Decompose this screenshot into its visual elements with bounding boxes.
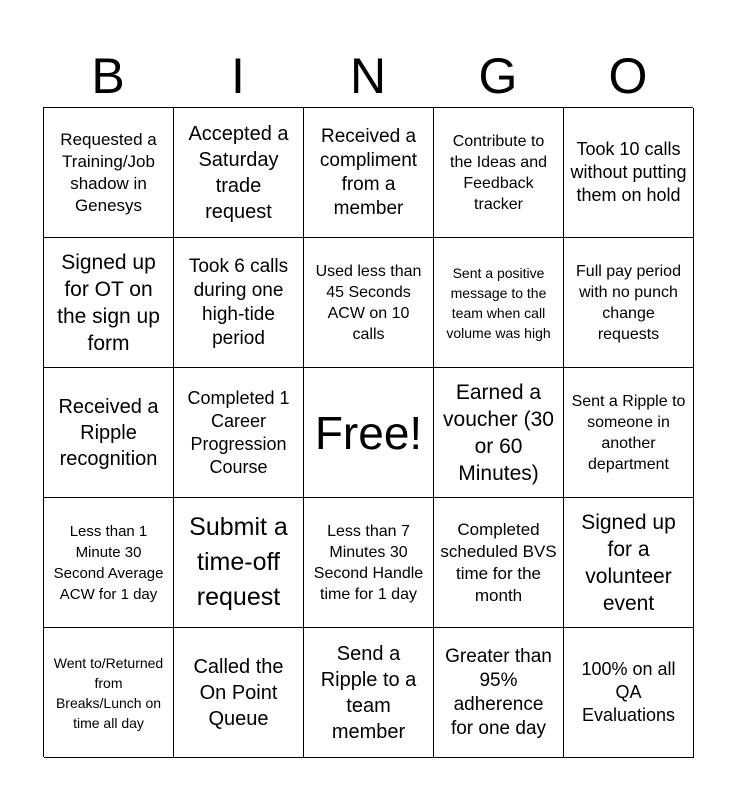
cell-text: Completed scheduled BVS time for the month: [440, 519, 557, 605]
bingo-cell[interactable]: [564, 498, 694, 628]
cell-text: Send a Ripple to a team member: [320, 642, 417, 743]
header-letter-b: B: [91, 48, 125, 104]
cell-text: Requested a Training/Job shadow in Genesys: [60, 129, 157, 215]
bingo-cell[interactable]: [564, 108, 694, 238]
bingo-cell[interactable]: [304, 108, 434, 238]
cell-text: Took 6 calls during one high-tide period: [188, 255, 289, 349]
cell-text: Used less than 45 Seconds ACW on 10 calls: [315, 262, 422, 343]
free-space[interactable]: [304, 368, 434, 498]
cell-text: Received a Ripple recognition: [58, 395, 159, 470]
cell-text: Sent a positive message to the team when call volume was high: [446, 264, 551, 341]
bingo-cell[interactable]: [304, 498, 434, 628]
bingo-cell[interactable]: [174, 368, 304, 498]
bingo-header: [43, 48, 693, 104]
cell-text: Signed up for a volunteer event: [581, 510, 676, 615]
cell-text: Less than 1 Minute 30 Second Average ACW for 1 day: [53, 522, 164, 603]
bingo-cell[interactable]: [174, 628, 304, 758]
bingo-cell[interactable]: [174, 238, 304, 368]
bingo-cell[interactable]: [564, 238, 694, 368]
bingo-cell[interactable]: [434, 368, 564, 498]
bingo-cell[interactable]: [44, 108, 174, 238]
bingo-cell[interactable]: [434, 498, 564, 628]
cell-text: Sent a Ripple to someone in another department: [571, 392, 686, 473]
bingo-cell[interactable]: [564, 628, 694, 758]
cell-text: Full pay period with no punch change requests: [576, 262, 681, 343]
bingo-cell[interactable]: [44, 498, 174, 628]
cell-text: Called the On Point Queue: [193, 655, 284, 730]
header-letter-n: N: [349, 48, 387, 104]
bingo-cell[interactable]: [564, 368, 694, 498]
bingo-cell[interactable]: [44, 628, 174, 758]
header-letter-i: I: [231, 48, 245, 104]
bingo-board: [43, 107, 693, 757]
bingo-cell[interactable]: [174, 498, 304, 628]
bingo-cell[interactable]: [304, 628, 434, 758]
bingo-cell[interactable]: [434, 628, 564, 758]
bingo-cell[interactable]: [434, 108, 564, 238]
cell-text: Accepted a Saturday trade request: [188, 122, 289, 223]
free-space-text: Free!: [314, 406, 423, 459]
cell-text: Earned a voucher (30 or 60 Minutes): [443, 380, 554, 485]
cell-text: 100% on all QA Evaluations: [581, 659, 676, 725]
bingo-cell[interactable]: [434, 238, 564, 368]
cell-text: Took 10 calls without putting them on hold: [570, 139, 687, 205]
bingo-cell[interactable]: [304, 238, 434, 368]
cell-text: Received a compliment from a member: [319, 125, 418, 219]
cell-text: Signed up for OT on the sign up form: [57, 250, 160, 355]
cell-text: Less than 7 Minutes 30 Second Handle time for 1 day: [313, 522, 424, 603]
bingo-cell[interactable]: [44, 368, 174, 498]
cell-text: Completed 1 Career Progression Course: [187, 387, 290, 477]
bingo-cell[interactable]: [174, 108, 304, 238]
cell-text: Went to/Returned from Breaks/Lunch on time all day: [53, 654, 164, 731]
header-letter-g: G: [478, 48, 518, 104]
bingo-cell[interactable]: [44, 238, 174, 368]
header-letter-o: O: [608, 48, 648, 104]
cell-text: Submit a time-off request: [189, 513, 288, 611]
cell-text: Contribute to the Ideas and Feedback tracker: [450, 132, 547, 213]
cell-text: Greater than 95% adherence for one day: [445, 645, 552, 739]
